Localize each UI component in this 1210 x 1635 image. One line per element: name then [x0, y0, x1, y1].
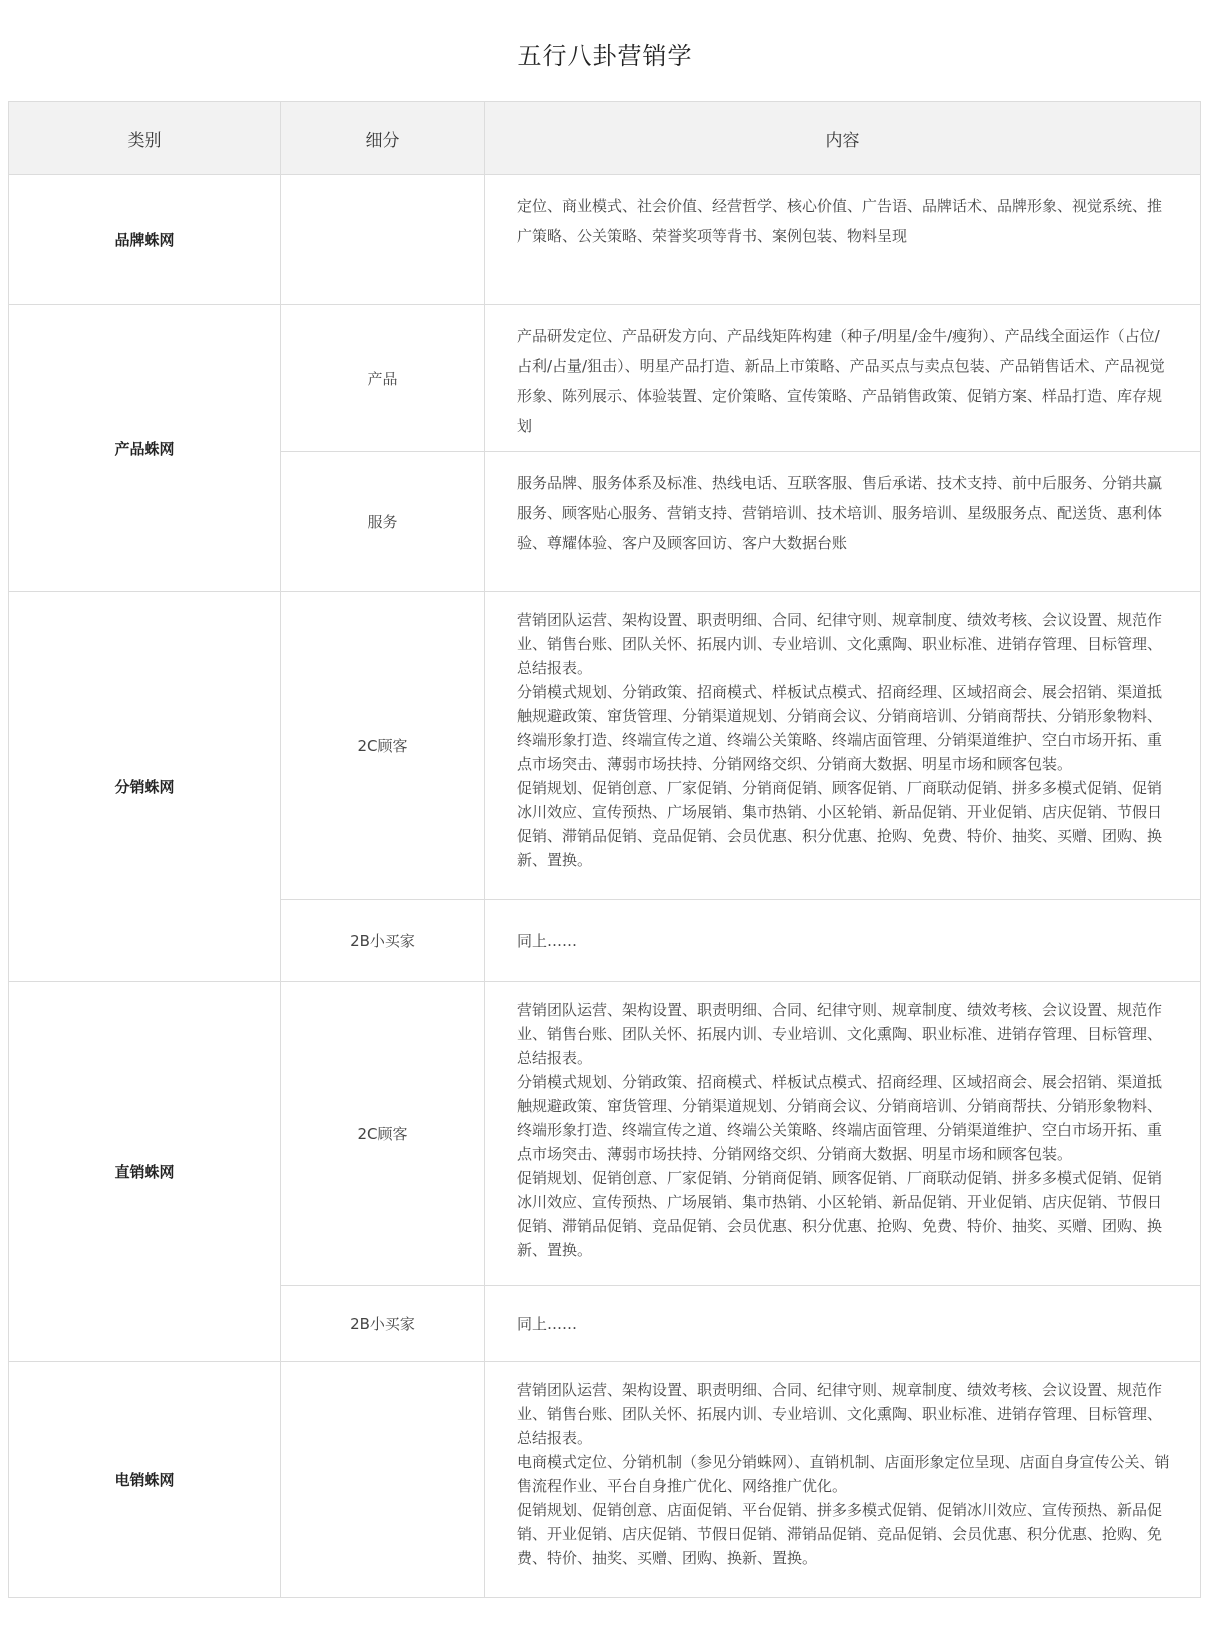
subdivision-cell-distribution-2b: 2B小买家: [281, 900, 485, 982]
content-paragraph: 分销模式规划、分销政策、招商模式、样板试点模式、招商经理、区域招商会、展会招销、渠道抵触规避政策、窜货管理、分销渠道规划、分销商会议、分销商培训、分销商帮扶、分销形象物料、终端形象打造、终端宣传之道、终端公关策略、终端店面管理、分销渠道维护、空白市场开拓、重点市场突击、薄弱市场扶持、分销网络交织、分销商大数据、明星市场和顾客包装。: [517, 683, 1163, 773]
subdivision-cell-brand: [281, 175, 485, 305]
header-content: 内容: [485, 102, 1201, 175]
content-cell-direct-2b: [485, 1286, 1201, 1362]
content-cell-distribution-2b: [485, 900, 1201, 982]
content-paragraph: 营销团队运营、架构设置、职责明细、合同、纪律守则、规章制度、绩效考核、会议设置、规范作业、销售台账、团队关怀、拓展内训、专业培训、文化熏陶、职业标准、进销存管理、目标管理、总结报表。: [517, 1381, 1163, 1447]
content-cell-brand: [485, 175, 1201, 305]
category-cell-brand: 品牌蛛网: [9, 175, 281, 305]
content-cell-ecommerce: [485, 1362, 1201, 1598]
content-cell-service: [485, 452, 1201, 592]
subdivision-cell-ecommerce: [281, 1362, 485, 1598]
header-category: 类别: [9, 102, 281, 175]
content-paragraph: 营销团队运营、架构设置、职责明细、合同、纪律守则、规章制度、绩效考核、会议设置、规范作业、销售台账、团队关怀、拓展内训、专业培训、文化熏陶、职业标准、进销存管理、目标管理、总结报表。: [517, 1001, 1163, 1067]
subdivision-cell-direct-2b: 2B小买家: [281, 1286, 485, 1362]
content-paragraph: 营销团队运营、架构设置、职责明细、合同、纪律守则、规章制度、绩效考核、会议设置、规范作业、销售台账、团队关怀、拓展内训、专业培训、文化熏陶、职业标准、进销存管理、目标管理、总结报表。: [517, 611, 1163, 677]
subdivision-cell-product: 产品: [281, 305, 485, 452]
content-paragraph: 同上……: [517, 1314, 578, 1333]
table-row: [9, 305, 1201, 452]
content-paragraph: 定位、商业模式、社会价值、经营哲学、核心价值、广告语、品牌话术、品牌形象、视觉系统、推广策略、公关策略、荣誉奖项等背书、案例包装、物料呈现: [517, 197, 1163, 245]
category-cell-product: 产品蛛网: [9, 305, 281, 592]
content-paragraph: 同上……: [517, 931, 578, 950]
content-paragraph: 服务品牌、服务体系及标准、热线电话、互联客服、售后承诺、技术支持、前中后服务、分销共赢服务、顾客贴心服务、营销支持、营销培训、技术培训、服务培训、星级服务点、配送货、惠利体验、尊耀体验、客户及顾客回访、客户大数据台账: [517, 474, 1163, 552]
content-cell-product: [485, 305, 1201, 452]
content-paragraph: 分销模式规划、分销政策、招商模式、样板试点模式、招商经理、区域招商会、展会招销、渠道抵触规避政策、窜货管理、分销渠道规划、分销商会议、分销商培训、分销商帮扶、分销形象物料、终端形象打造、终端宣传之道、终端公关策略、终端店面管理、分销渠道维护、空白市场开拓、重点市场突击、薄弱市场扶持、分销网络交织、分销商大数据、明星市场和顾客包装。: [517, 1073, 1163, 1163]
table-row: [9, 592, 1201, 900]
category-cell-distribution: 分销蛛网: [9, 592, 281, 982]
category-cell-direct: 直销蛛网: [9, 982, 281, 1362]
content-paragraph: 产品研发定位、产品研发方向、产品线矩阵构建（种子/明星/金牛/瘦狗）、产品线全面运作（占位/占利/占量/狙击）、明星产品打造、新品上市策略、产品买点与卖点包装、产品销售话术、产品视觉形象、陈列展示、体验装置、定价策略、宣传策略、产品销售政策、促销方案、样品打造、库存规划: [517, 327, 1165, 435]
table-row: [9, 982, 1201, 1286]
subdivision-cell-direct-2c: 2C顾客: [281, 982, 485, 1286]
content-paragraph: 促销规划、促销创意、店面促销、平台促销、拼多多模式促销、促销冰川效应、宣传预热、新品促销、开业促销、店庆促销、节假日促销、滞销品促销、竞品促销、会员优惠、积分优惠、抢购、免费、特价、抽奖、买赠、团购、换新、置换。: [517, 1501, 1163, 1567]
content-cell-direct-2c: [485, 982, 1201, 1286]
category-cell-ecommerce: 电销蛛网: [9, 1362, 281, 1598]
table-header-row: [9, 102, 1201, 175]
content-paragraph: 促销规划、促销创意、厂家促销、分销商促销、顾客促销、厂商联动促销、拼多多模式促销、促销冰川效应、宣传预热、广场展销、集市热销、小区轮销、新品促销、开业促销、店庆促销、节假日促销、滞销品促销、竞品促销、会员优惠、积分优惠、抢购、免费、特价、抽奖、买赠、团购、换新、置换。: [517, 1169, 1163, 1259]
table-row: [9, 175, 1201, 305]
table-row: [9, 1362, 1201, 1598]
header-subdivision: 细分: [281, 102, 485, 175]
marketing-table: [8, 101, 1201, 1598]
content-cell-distribution-2c: [485, 592, 1201, 900]
content-paragraph: 促销规划、促销创意、厂家促销、分销商促销、顾客促销、厂商联动促销、拼多多模式促销、促销冰川效应、宣传预热、广场展销、集市热销、小区轮销、新品促销、开业促销、店庆促销、节假日促销、滞销品促销、竞品促销、会员优惠、积分优惠、抢购、免费、特价、抽奖、买赠、团购、换新、置换。: [517, 779, 1163, 869]
subdivision-cell-service: 服务: [281, 452, 485, 592]
subdivision-cell-distribution-2c: 2C顾客: [281, 592, 485, 900]
content-paragraph: 电商模式定位、分销机制（参见分销蛛网）、直销机制、店面形象定位呈现、店面自身宣传公关、销售流程作业、平台自身推广优化、网络推广优化。: [517, 1453, 1170, 1495]
page-title: 五行八卦营销学: [517, 42, 693, 70]
